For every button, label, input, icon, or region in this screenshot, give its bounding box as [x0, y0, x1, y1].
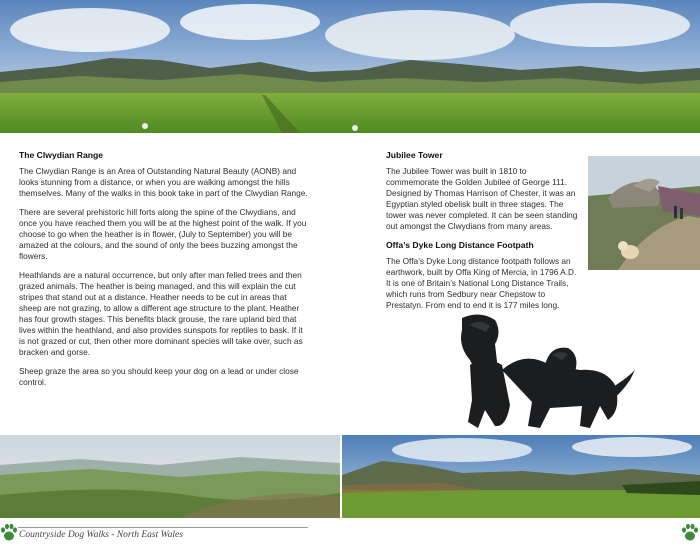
paragraph: Heathlands are a natural occurrence, but only after man felled trees and then grazed animals. The heather is being managed, and this will explain the cut stripes that stand out at a distance. Heather needs to be cut in areas that sheep are not grazing, to allow a different age structure to the plant. Heather has four growth stages. This benefits black grouse, the rare upland bird that lives within the heathland, and also provides sunspots for reptiles to bask. If it is not grazed or cut, then other more dominant species will take over, such as bracken and gorse.: [19, 270, 303, 357]
left-text-column: [19, 150, 309, 396]
hills-panorama-photo: [342, 435, 700, 518]
right-text-column: [386, 150, 581, 319]
section-title-jubilee-tower: Jubilee Tower: [386, 150, 443, 160]
hillside-walkers-photo: [588, 156, 700, 270]
section-title-clwydian-range: The Clwydian Range: [19, 150, 104, 160]
paragraph: There are several prehistoric hill forts along the spine of the Clwydians, and once you have reached them you will be at the highest point of the walk. If you choose to go when the heather is in flower, (July to September) you will be amazed at the colours, and the sound of only the bees buzzing amongst the flowers.: [19, 207, 307, 261]
top-panorama-photo: [0, 0, 700, 133]
black-labradors-image: [440, 310, 635, 432]
valley-view-photo: [0, 435, 340, 518]
paw-print-icon: [681, 521, 699, 543]
footer-divider: [18, 527, 308, 528]
paw-print-icon: [0, 521, 18, 543]
paragraph: The Jubilee Tower was built in 1810 to commemorate the Golden Jubilee of George 111. Designed by Thomas Harrison of Chester, it was an Egyptian styled obelisk built in three stages. The tower was never completed. It can be seen standing out amongst the Clwydians from many areas.: [386, 166, 578, 231]
footer-book-title: Countryside Dog Walks - North East Wales: [19, 530, 183, 540]
section-title-offas-dyke: Offa’s Dyke Long Distance Footpath: [386, 240, 534, 250]
paragraph: The Offa’s Dyke Long distance footpath follows an earthwork, built by Offa King of Mercia, in 1796 A.D. It is one of Britain’s National Long Distance Trails, which runs from Sedbury near Chepstow to Prestatyn. From end to end it is 177 miles long.: [386, 256, 577, 310]
paragraph: Sheep graze the area so you should keep your dog on a lead or under close control.: [19, 366, 299, 387]
paragraph: The Clwydian Range is an Area of Outstanding Natural Beauty (AONB) and looks stunning from a distance, or when you are walking amongst the hills themselves. Many of the walks in this book take in part of the Clwydian Range.: [19, 166, 308, 198]
